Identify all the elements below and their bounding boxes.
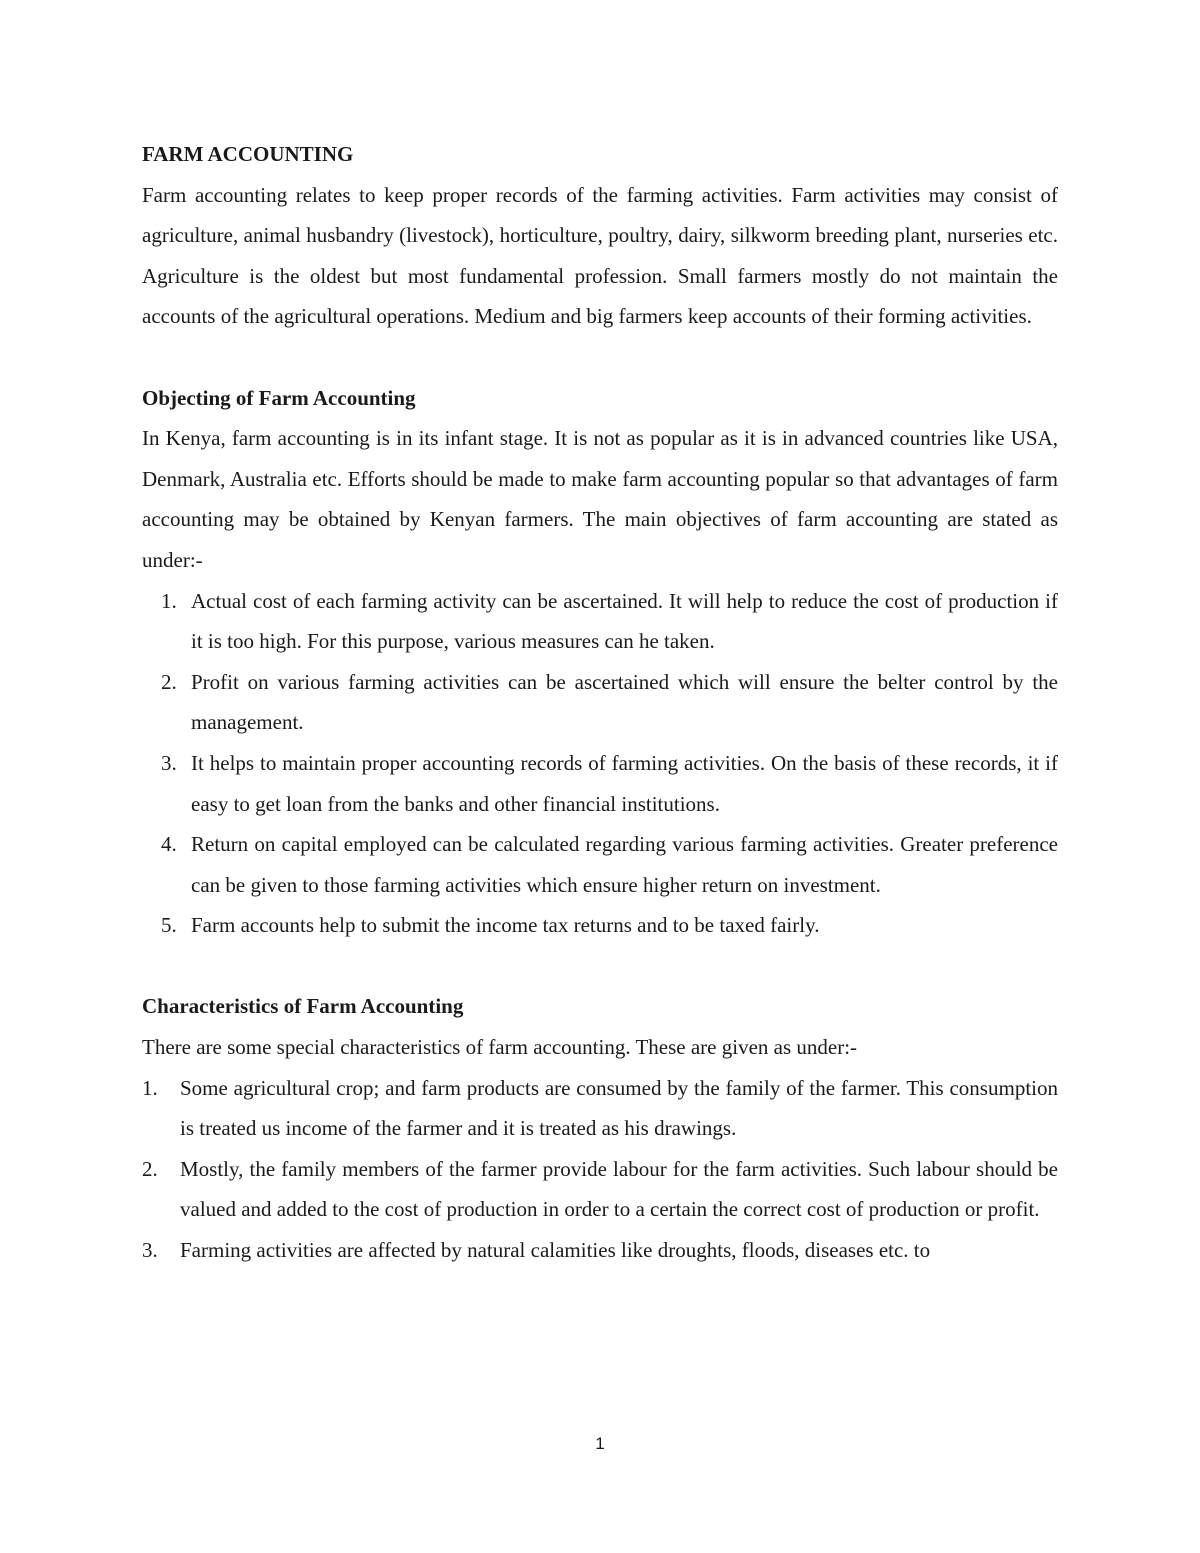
list-item [142, 581, 1058, 662]
list-number: 4. [161, 832, 177, 857]
characteristics-heading: Characteristics of Farm Accounting [142, 994, 464, 1019]
list-item [142, 824, 1058, 905]
list-item-text: Profit on various farming activities can be ascertained which will ensure the belter control by the management. [191, 669, 1058, 735]
characteristics-intro: There are some special characteristics of farm accounting. These are given as under:- [142, 1035, 858, 1060]
intro-paragraph: Farm accounting relates to keep proper records of the farming activities. Farm activities may consist of agriculture, animal husbandry (livestock), horticulture, poultry, dairy, silkworm breeding plant, nurseries etc. Agriculture is the oldest but most fundamental profession. Small farmers mostly do not maintain the accounts of the agricultural operations. Medium and big farmers keep accounts of their forming activities. [142, 182, 1058, 329]
document-title: FARM ACCOUNTING [142, 142, 354, 166]
list-item-text: Farm accounts help to submit the income tax returns and to be taxed fairly. [191, 913, 820, 938]
spacer [142, 946, 1058, 987]
list-number: 3. [142, 1238, 158, 1263]
spacer [142, 337, 1058, 378]
list-item [142, 1068, 1058, 1149]
list-item-text: Actual cost of each farming activity can be ascertained. It will help to reduce the cost of production if it is too high. For this purpose, various measures can he taken. [191, 588, 1058, 654]
list-item-text: Mostly, the family members of the farmer provide labour for the farm activities. Such labour should be valued and added to the cost of production in order to a certain the correct cost of production or profit. [180, 1156, 1058, 1222]
list-number: 1. [142, 1075, 158, 1100]
list-item [142, 662, 1058, 743]
objectives-heading: Objecting of Farm Accounting [142, 385, 416, 410]
list-number: 2. [142, 1156, 158, 1181]
list-item-text: Farming activities are affected by natural calamities like droughts, floods, diseases etc. to [180, 1238, 931, 1263]
list-item-text: It helps to maintain proper accounting records of farming activities. On the basis of these records, it if easy to get loan from the banks and other financial institutions. [191, 750, 1058, 816]
list-item-text: Return on capital employed can be calculated regarding various farming activities. Greater preference can be given to those farming activities which ensure higher return on investment. [191, 832, 1058, 897]
list-item [142, 1230, 1058, 1271]
list-item [142, 1149, 1058, 1230]
objectives-intro: In Kenya, farm accounting is in its infant stage. It is not as popular as it is in advanced countries like USA, Denmark, Australia etc. Efforts should be made to make farm accounting popular so that advantages of farm accounting may be obtained by Kenyan farmers. The main objectives of farm accounting are stated as under:- [142, 426, 1058, 572]
list-number: 1. [161, 588, 177, 613]
objectives-list [142, 581, 1058, 946]
list-number: 3. [161, 750, 177, 775]
list-number: 2. [161, 669, 177, 694]
page-number: 1 [595, 1434, 605, 1453]
list-item-text: Some agricultural crop; and farm products are consumed by the family of the farmer. This consumption is treated us income of the farmer and it is treated as his drawings. [180, 1075, 1058, 1141]
list-item [142, 743, 1058, 824]
page-content [142, 134, 1058, 1271]
list-item [142, 905, 1058, 946]
characteristics-list [142, 1068, 1058, 1271]
list-number: 5. [161, 913, 177, 938]
